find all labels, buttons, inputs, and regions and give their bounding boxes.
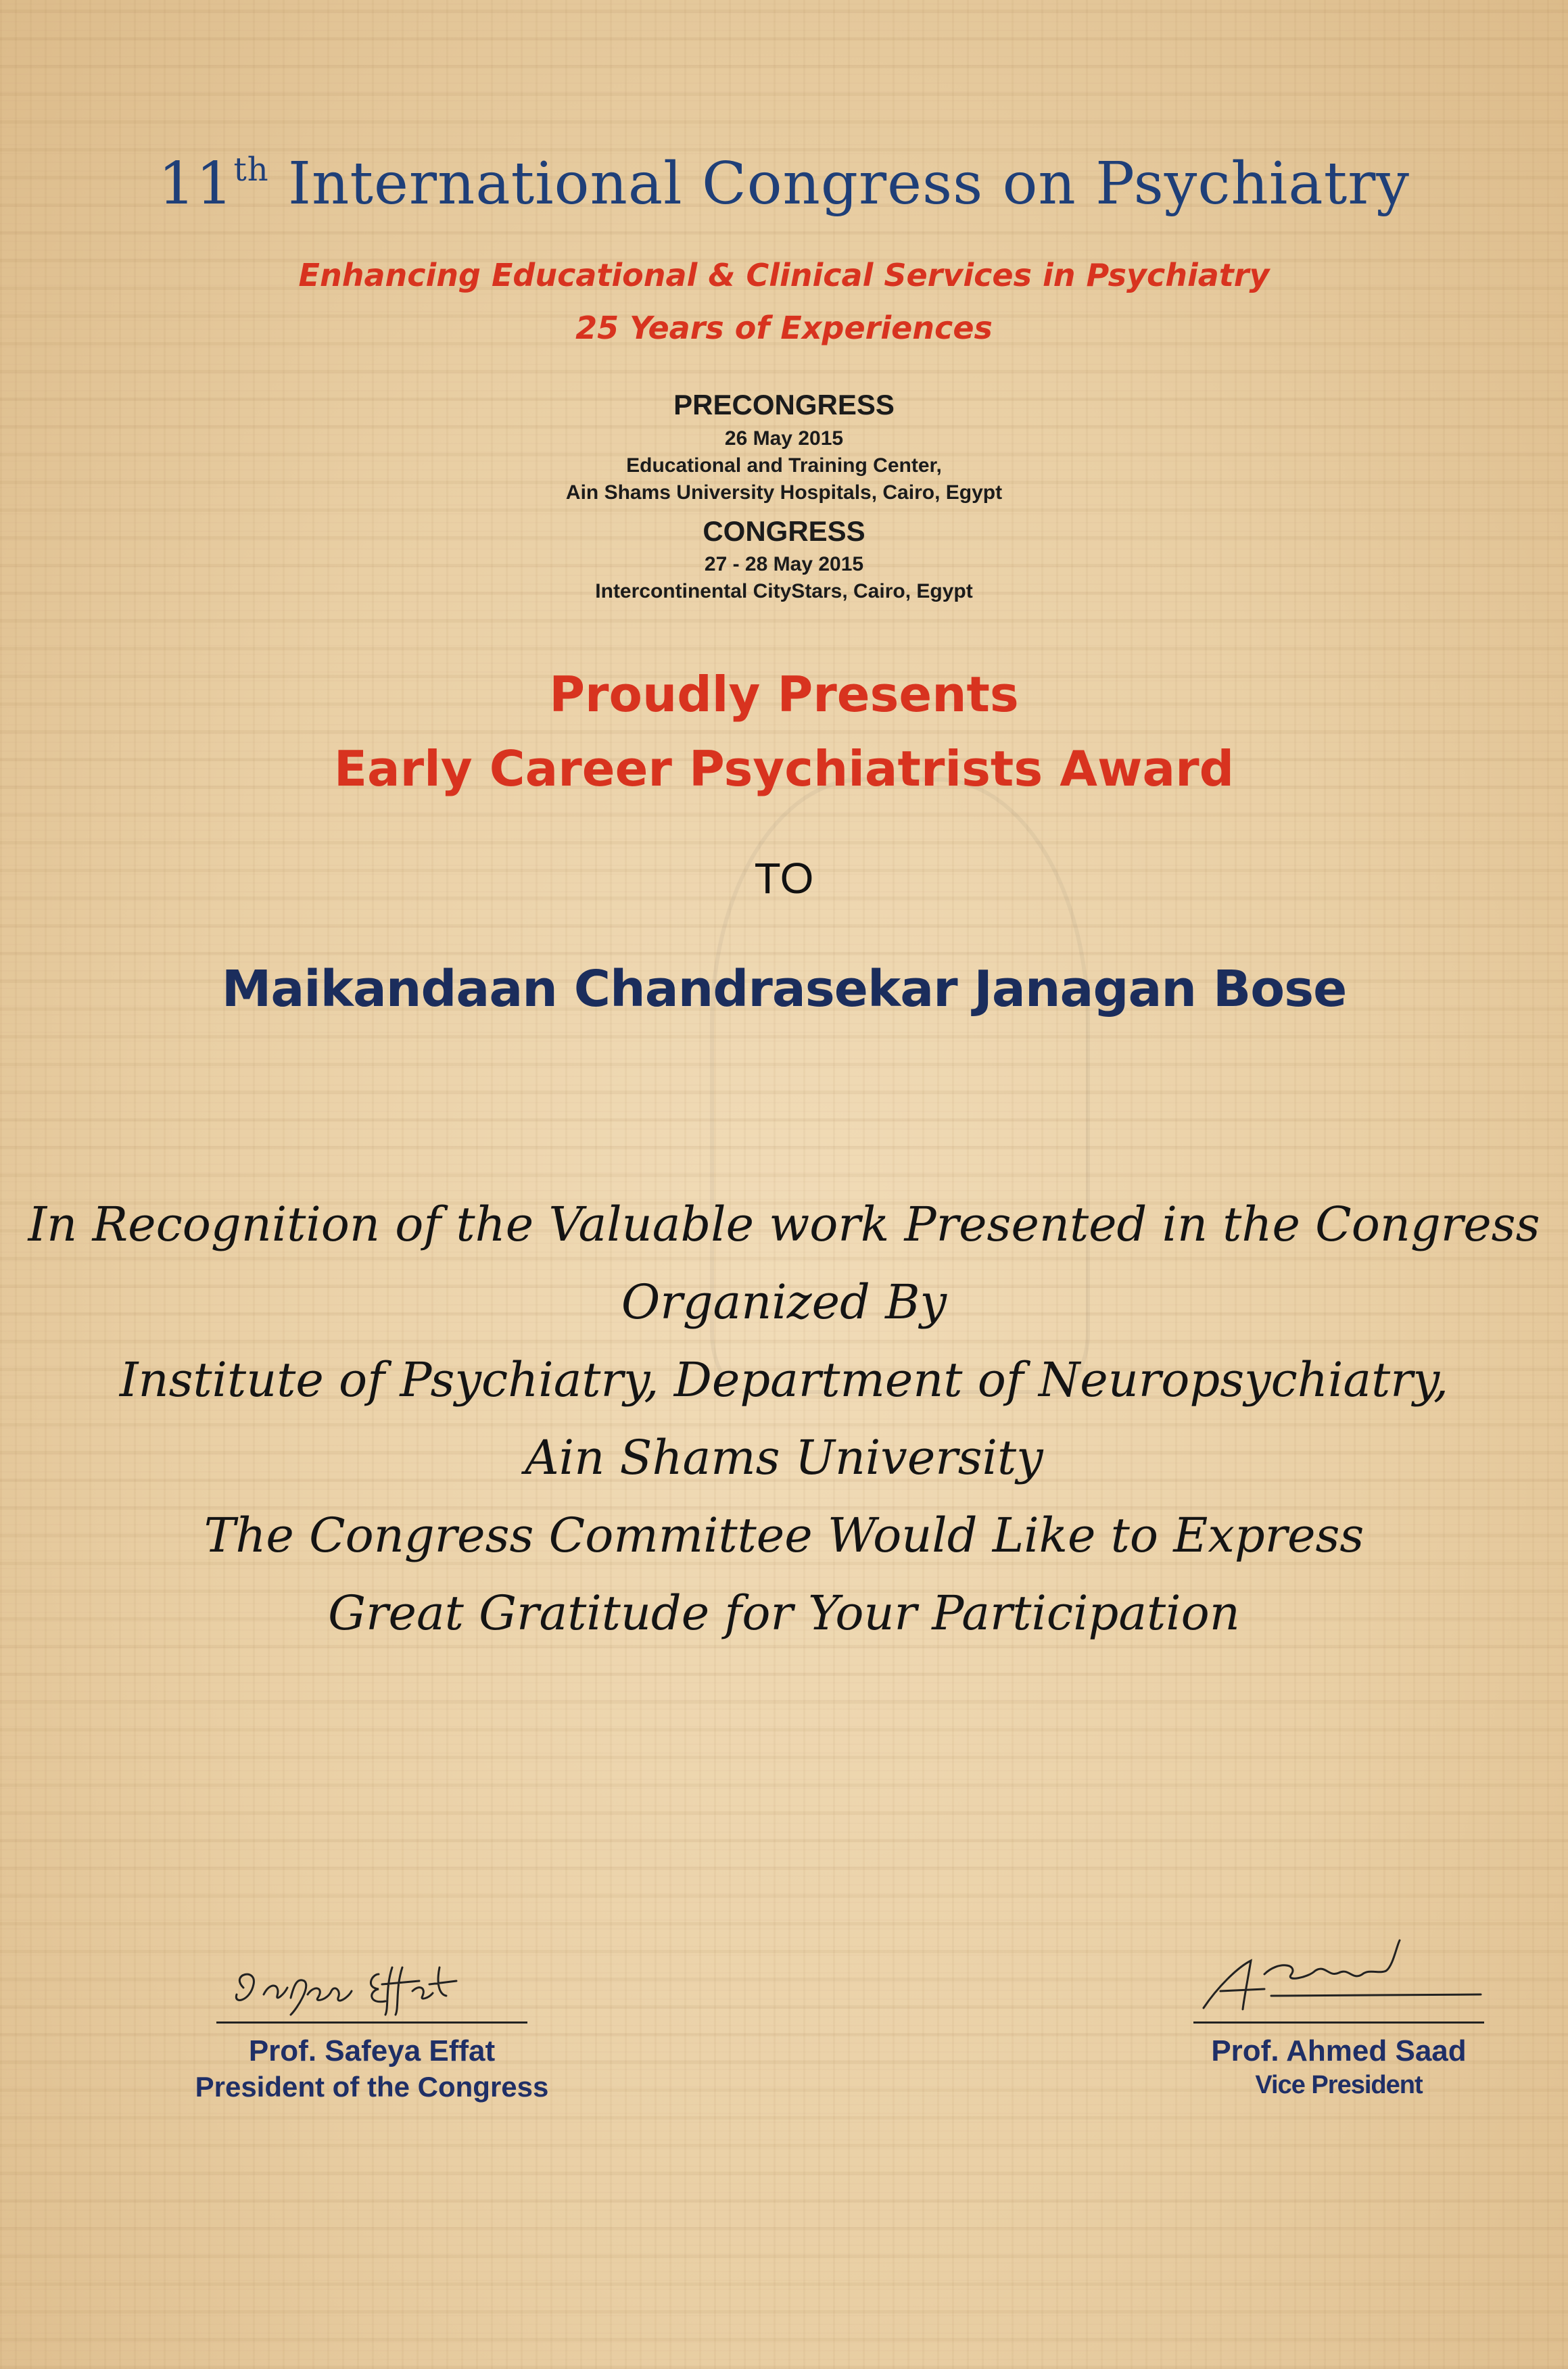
congress-heading: CONGRESS — [703, 515, 865, 547]
precongress-venue-line1: Educational and Training Center, — [626, 454, 942, 477]
committee-line: The Congress Committee Would Like to Express — [204, 1508, 1364, 1563]
president-name: Prof. Safeya Effat — [248, 2034, 496, 2067]
award-name: Early Career Psychiatrists Award — [333, 740, 1235, 797]
recipient-name: Maikandaan Chandrasekar Janagan Bose — [221, 960, 1347, 1018]
signature-line-right — [1193, 2021, 1484, 2024]
proudly-presents: Proudly Presents — [549, 666, 1019, 723]
signature-safeya-effat — [216, 1947, 527, 2021]
to-label: TO — [754, 854, 814, 903]
signature-block-president — [183, 1947, 561, 2103]
signature-line-left — [216, 2021, 527, 2024]
organized-by-line: Organized By — [621, 1274, 947, 1330]
signature-block-vice-president — [1177, 1934, 1501, 2100]
congress-date: 27 - 28 May 2015 — [704, 553, 864, 575]
institute-line: Institute of Psychiatry, Department of Neuropsychiatry, — [119, 1352, 1449, 1408]
precongress-heading: PRECONGRESS — [673, 389, 895, 421]
signature-ahmed-saad — [1190, 1934, 1488, 2021]
precongress-venue-line2: Ain Shams University Hospitals, Cairo, Egypt — [565, 481, 1003, 504]
university-line: Ain Shams University — [525, 1430, 1043, 1485]
gratitude-line: Great Gratitude for Your Participation — [328, 1585, 1240, 1641]
congress-title: 11th International Congress on Psychiatry — [158, 150, 1410, 218]
vice-president-role: Vice President — [1255, 2071, 1423, 2099]
vice-president-name: Prof. Ahmed Saad — [1211, 2034, 1467, 2067]
congress-venue: Intercontinental CityStars, Cairo, Egypt — [595, 580, 973, 602]
president-role: President of the Congress — [195, 2071, 549, 2103]
title-superscript: th — [233, 151, 269, 189]
recognition-line: In Recognition of the Valuable work Presented in the Congress — [28, 1197, 1540, 1252]
precongress-date: 26 May 2015 — [724, 427, 844, 450]
subtitle-years: 25 Years of Experiences — [575, 310, 993, 346]
subtitle-theme: Enhancing Educational & Clinical Services in Psychiatry — [298, 257, 1270, 293]
